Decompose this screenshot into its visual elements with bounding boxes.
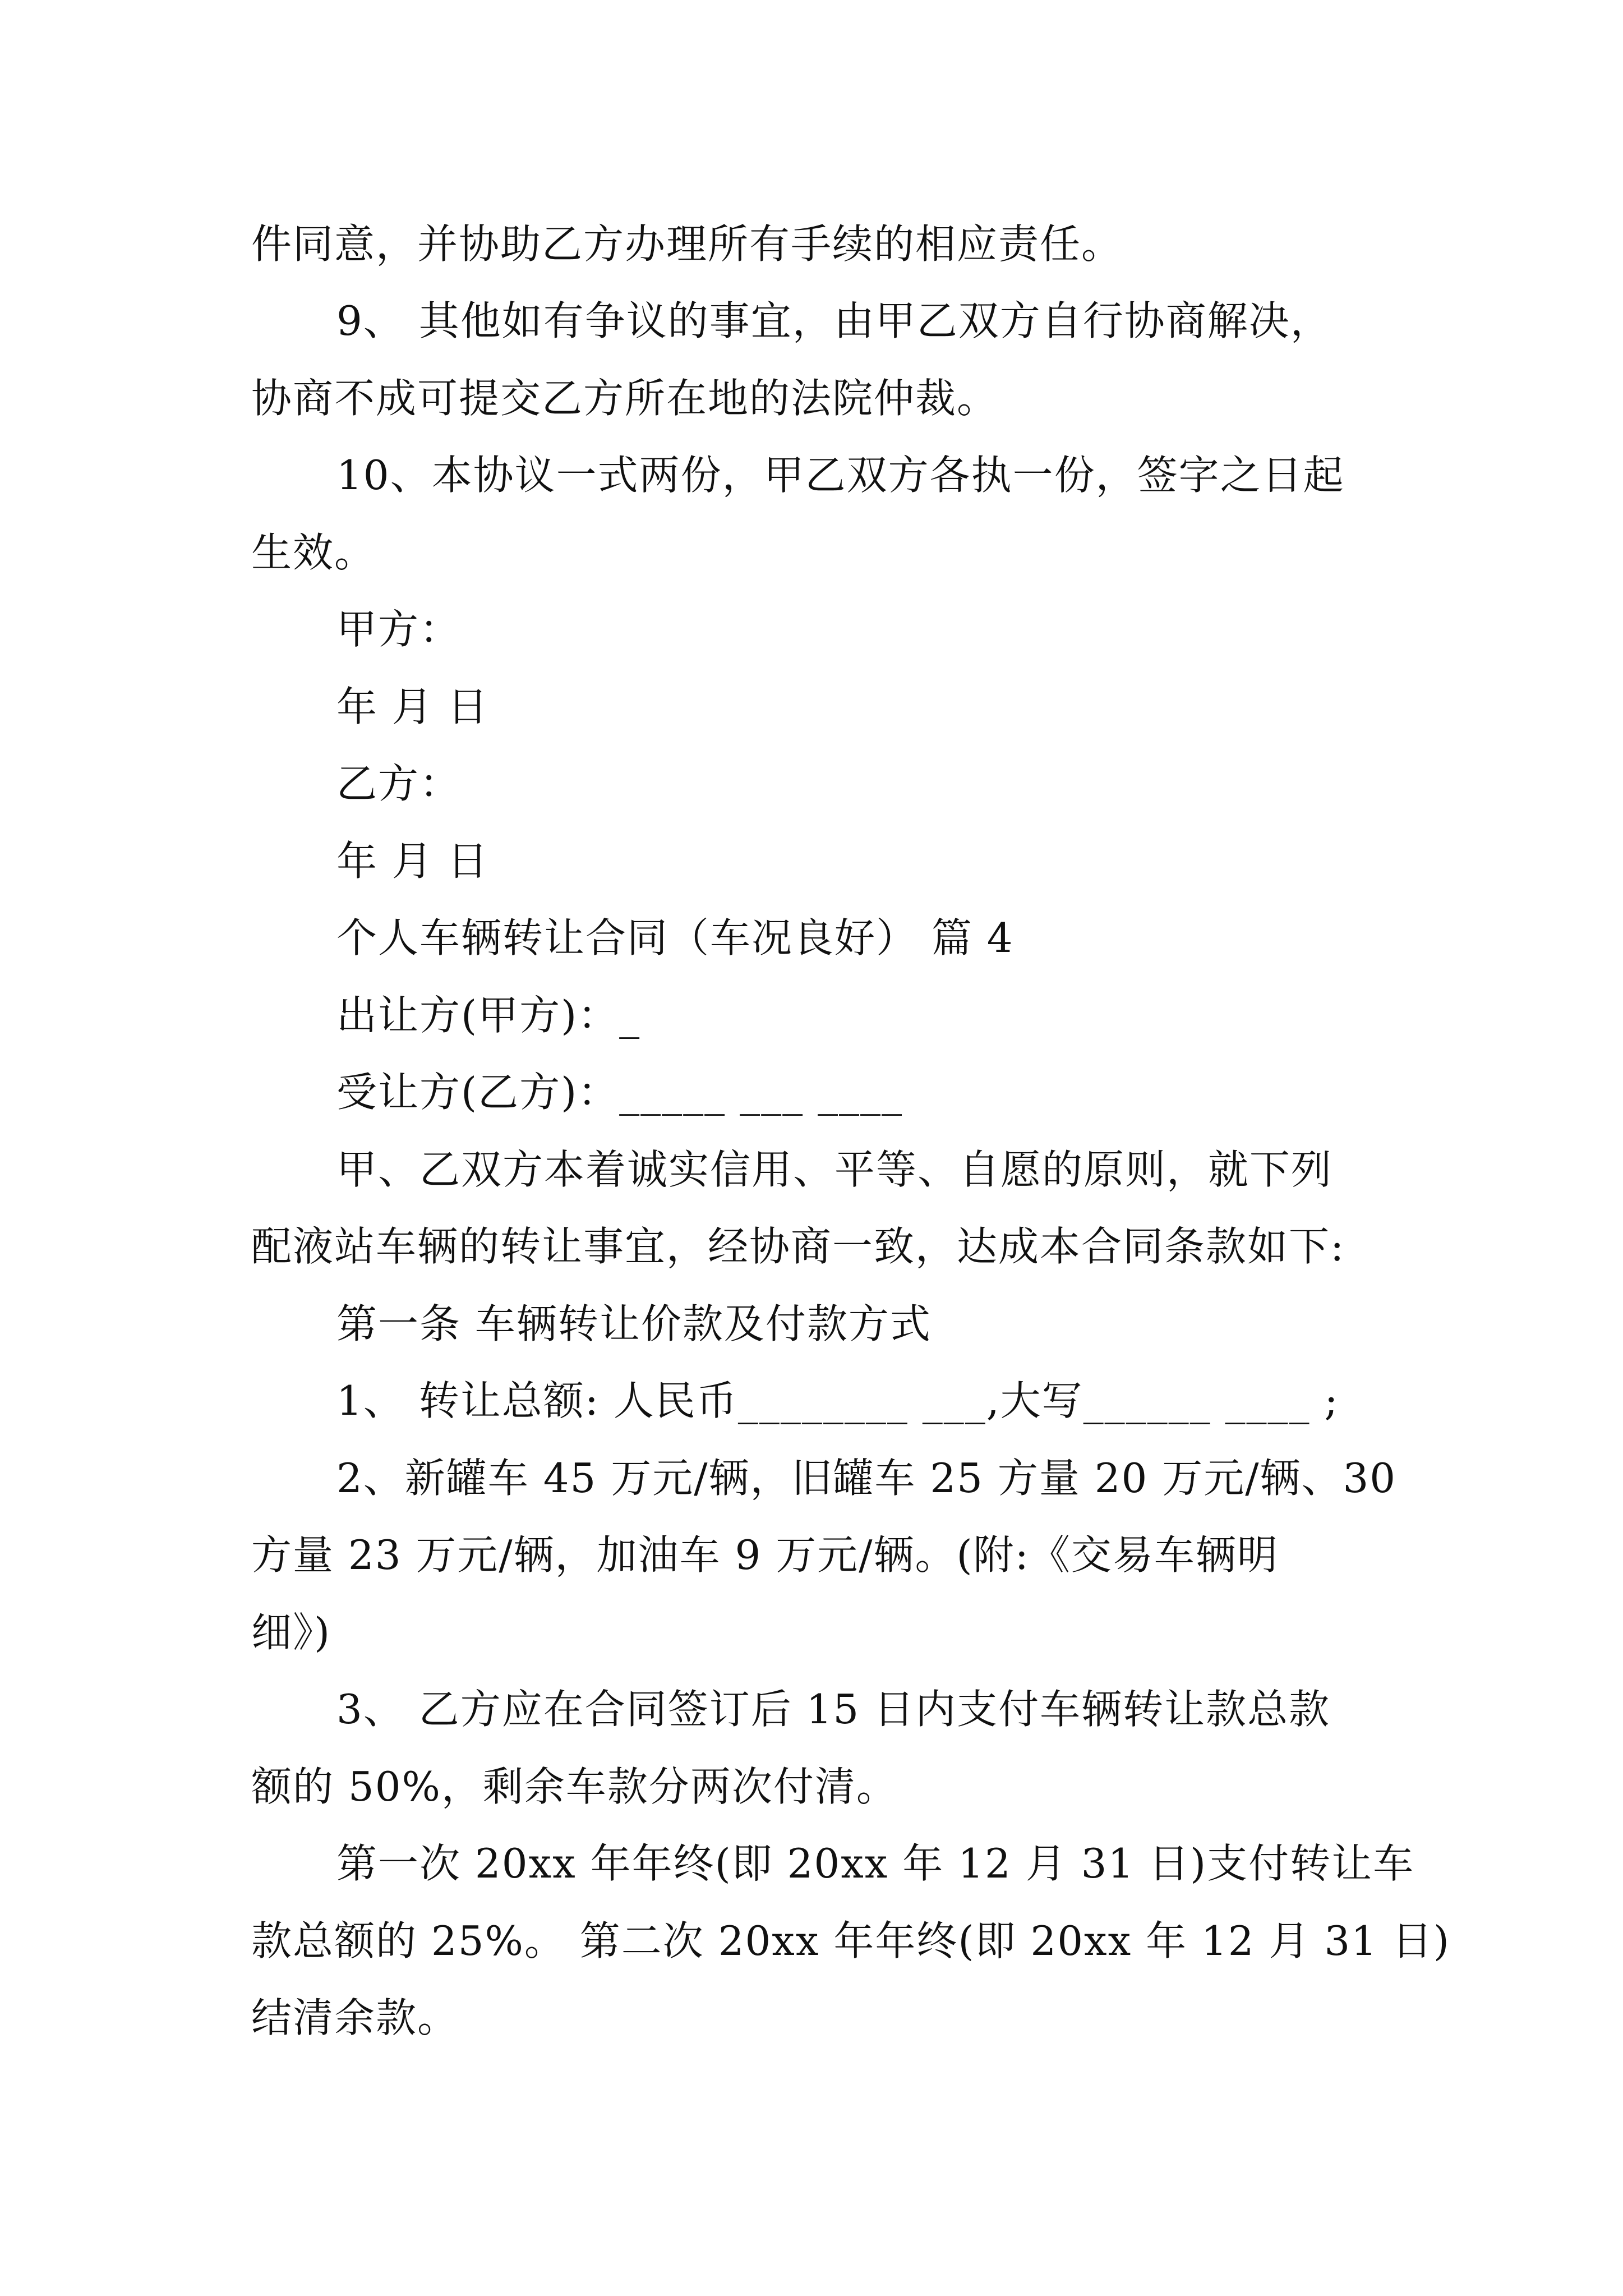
signature-label-party-b: 乙方：	[336, 760, 462, 807]
text-line: 甲、乙双方本着诚实信用、平等、自愿的原则，就下列	[336, 1146, 1333, 1193]
section-heading: 个人车辆转让合同（车况良好） 篇 4	[336, 914, 1014, 961]
text-line: 2、新罐车 45 万元/辆，旧罐车 25 方量 20 万元/辆、30	[336, 1455, 1397, 1502]
transferee-line: 受让方(乙方)：_____ ___ ____	[336, 1069, 903, 1116]
text-line: 协商不成可提交乙方所在地的法院仲裁。	[251, 375, 999, 422]
text-line: 生效。	[251, 529, 376, 576]
text-line: 方量 23 万元/辆，加油车 9 万元/辆。(附:《交易车辆明	[251, 1531, 1279, 1579]
signature-label-party-a: 甲方：	[336, 606, 462, 653]
text-line: 结清余款。	[251, 1994, 459, 2041]
text-line: 3、 乙方应在合同签订后 15 日内支付车辆转让款总款	[336, 1686, 1331, 1733]
transferor-line: 出让方(甲方)：_	[336, 992, 641, 1039]
article-heading: 第一条 车辆转让价款及付款方式	[336, 1300, 932, 1347]
text-line: 10、本协议一式两份，甲乙双方各执一份，签字之日起	[336, 452, 1345, 499]
date-line: 年 月 日	[336, 683, 489, 730]
text-line: 细》)	[251, 1609, 331, 1656]
text-line: 1、 转让总额: 人民币________ ___,大写______ ____ ;	[336, 1377, 1339, 1424]
text-line: 额的 50%，剩余车款分两次付清。	[251, 1763, 898, 1810]
text-line: 件同意，并协助乙方办理所有手续的相应责任。	[251, 220, 1123, 268]
text-line: 配液站车辆的转让事宜，经协商一致，达成本合同条款如下:	[251, 1223, 1345, 1270]
text-line: 9、 其他如有争议的事宜，由甲乙双方自行协商解决，	[336, 297, 1332, 344]
text-line: 第一次 20xx 年年终(即 20xx 年 12 月 31 日)支付转让车	[336, 1840, 1415, 1887]
text-line: 款总额的 25%。 第二次 20xx 年年终(即 20xx 年 12 月 31 日)	[251, 1917, 1450, 1964]
date-line: 年 月 日	[336, 838, 489, 885]
